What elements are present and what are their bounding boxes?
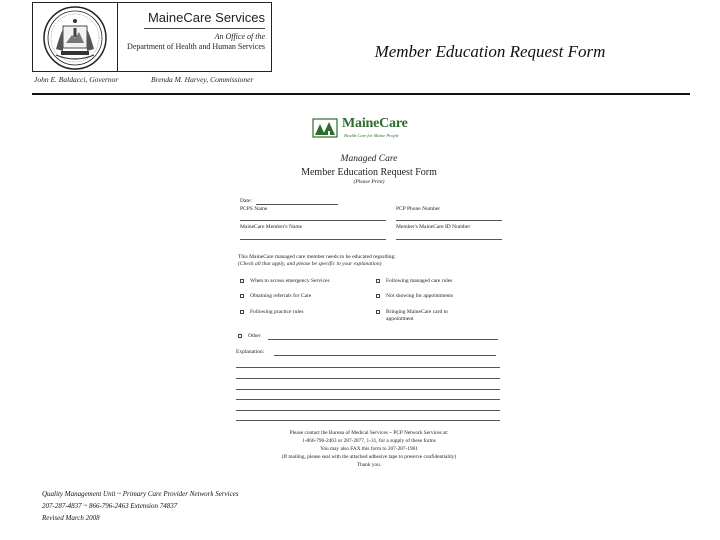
member-id-label: Member's MaineCare ID Number bbox=[396, 224, 471, 230]
commissioner-name: Brenda M. Harvey, Commissioner bbox=[151, 75, 254, 84]
option-label: Bringing MaineCare card to appointment bbox=[386, 309, 448, 322]
other-field[interactable] bbox=[268, 339, 498, 340]
office-name: MaineCare Services bbox=[147, 10, 265, 25]
contact-thank-you: Thank you. bbox=[356, 462, 382, 468]
explanation-label: Explanation: bbox=[236, 349, 265, 355]
member-education-form bbox=[234, 116, 504, 478]
form-heading-managed-care: Managed Care bbox=[340, 154, 398, 164]
explanation-line[interactable] bbox=[236, 399, 500, 400]
checkbox[interactable] bbox=[238, 334, 242, 338]
option-label: Following managed care rules bbox=[386, 278, 453, 284]
form-heading-title: Member Education Request Form bbox=[301, 167, 437, 178]
letterhead bbox=[32, 2, 272, 88]
option-label: Obtaining referrals for Care bbox=[250, 293, 312, 299]
option-label: When to access emergency Services bbox=[250, 278, 330, 284]
logo-tagline: Health Care for Maine People bbox=[344, 133, 399, 138]
governor-name: John E. Baldacci, Governor bbox=[34, 75, 119, 84]
checkbox[interactable] bbox=[376, 279, 380, 283]
footer-line: Quality Management Unit ~ Primary Care Provider Network Services bbox=[42, 490, 239, 498]
office-sub-line: Department of Health and Human Services bbox=[127, 42, 265, 51]
explanation-line[interactable] bbox=[236, 389, 500, 390]
contact-line: You may also FAX this form to 207-287-1961 bbox=[320, 446, 418, 452]
mainecare-logo bbox=[312, 116, 452, 142]
checkbox[interactable] bbox=[240, 310, 244, 314]
footer-line: 207-287-4837 ~ 866-796-2463 Extension 74837 bbox=[42, 502, 178, 510]
explanation-line[interactable] bbox=[236, 378, 500, 379]
logo-name: MaineCare bbox=[342, 116, 408, 131]
contact-line: 1-866-796-2463 or 287-2877, 1-31, for a supply of these forms bbox=[302, 438, 436, 444]
date-label: Date: bbox=[240, 198, 252, 204]
state-seal-icon bbox=[42, 5, 108, 71]
instruction-line: This MaineCare managed care member needs to be educated regarding: bbox=[238, 254, 396, 260]
explanation-line[interactable] bbox=[236, 410, 500, 411]
explanation-line[interactable] bbox=[236, 367, 500, 368]
mainecare-logo-icon bbox=[312, 118, 338, 138]
pcps-name-field[interactable] bbox=[240, 220, 386, 221]
checkbox[interactable] bbox=[376, 310, 380, 314]
option-label: Not showing for appointments bbox=[386, 293, 454, 299]
office-divider bbox=[144, 28, 265, 29]
footer-line: Revised March 2008 bbox=[42, 514, 100, 522]
date-field[interactable] bbox=[256, 204, 338, 205]
member-name-label: MaineCare Member's Name bbox=[240, 224, 303, 230]
contact-line: Please contact the Bureau of Medical Services ~ PCP Network Services at: bbox=[289, 430, 449, 436]
checkbox[interactable] bbox=[376, 294, 380, 298]
office-box bbox=[118, 2, 272, 72]
explanation-line[interactable] bbox=[274, 355, 496, 356]
checkbox[interactable] bbox=[240, 279, 244, 283]
member-id-field[interactable] bbox=[396, 239, 502, 240]
other-label: Other bbox=[248, 333, 261, 339]
pcp-phone-field[interactable] bbox=[396, 220, 502, 221]
member-name-field[interactable] bbox=[240, 239, 386, 240]
contact-line: (If mailing, please seal with the attached adhesive tape to preserve confidentiality) bbox=[281, 454, 457, 460]
header-divider bbox=[32, 93, 690, 95]
explanation-line[interactable] bbox=[236, 420, 500, 421]
form-heading-print-note: (Please Print) bbox=[353, 179, 385, 185]
document-title: Member Education Request Form bbox=[374, 42, 606, 61]
pcp-phone-label: PCP Phone Number bbox=[396, 206, 441, 212]
instruction-note: (Check all that apply, and please be specific in your explanation) bbox=[238, 261, 382, 267]
office-sub-line: An Office of the bbox=[214, 32, 265, 41]
checkbox[interactable] bbox=[240, 294, 244, 298]
seal-box bbox=[32, 2, 118, 72]
option-label: Following practice rules bbox=[250, 309, 304, 315]
pcps-name-label: PCPS Name bbox=[240, 206, 268, 212]
